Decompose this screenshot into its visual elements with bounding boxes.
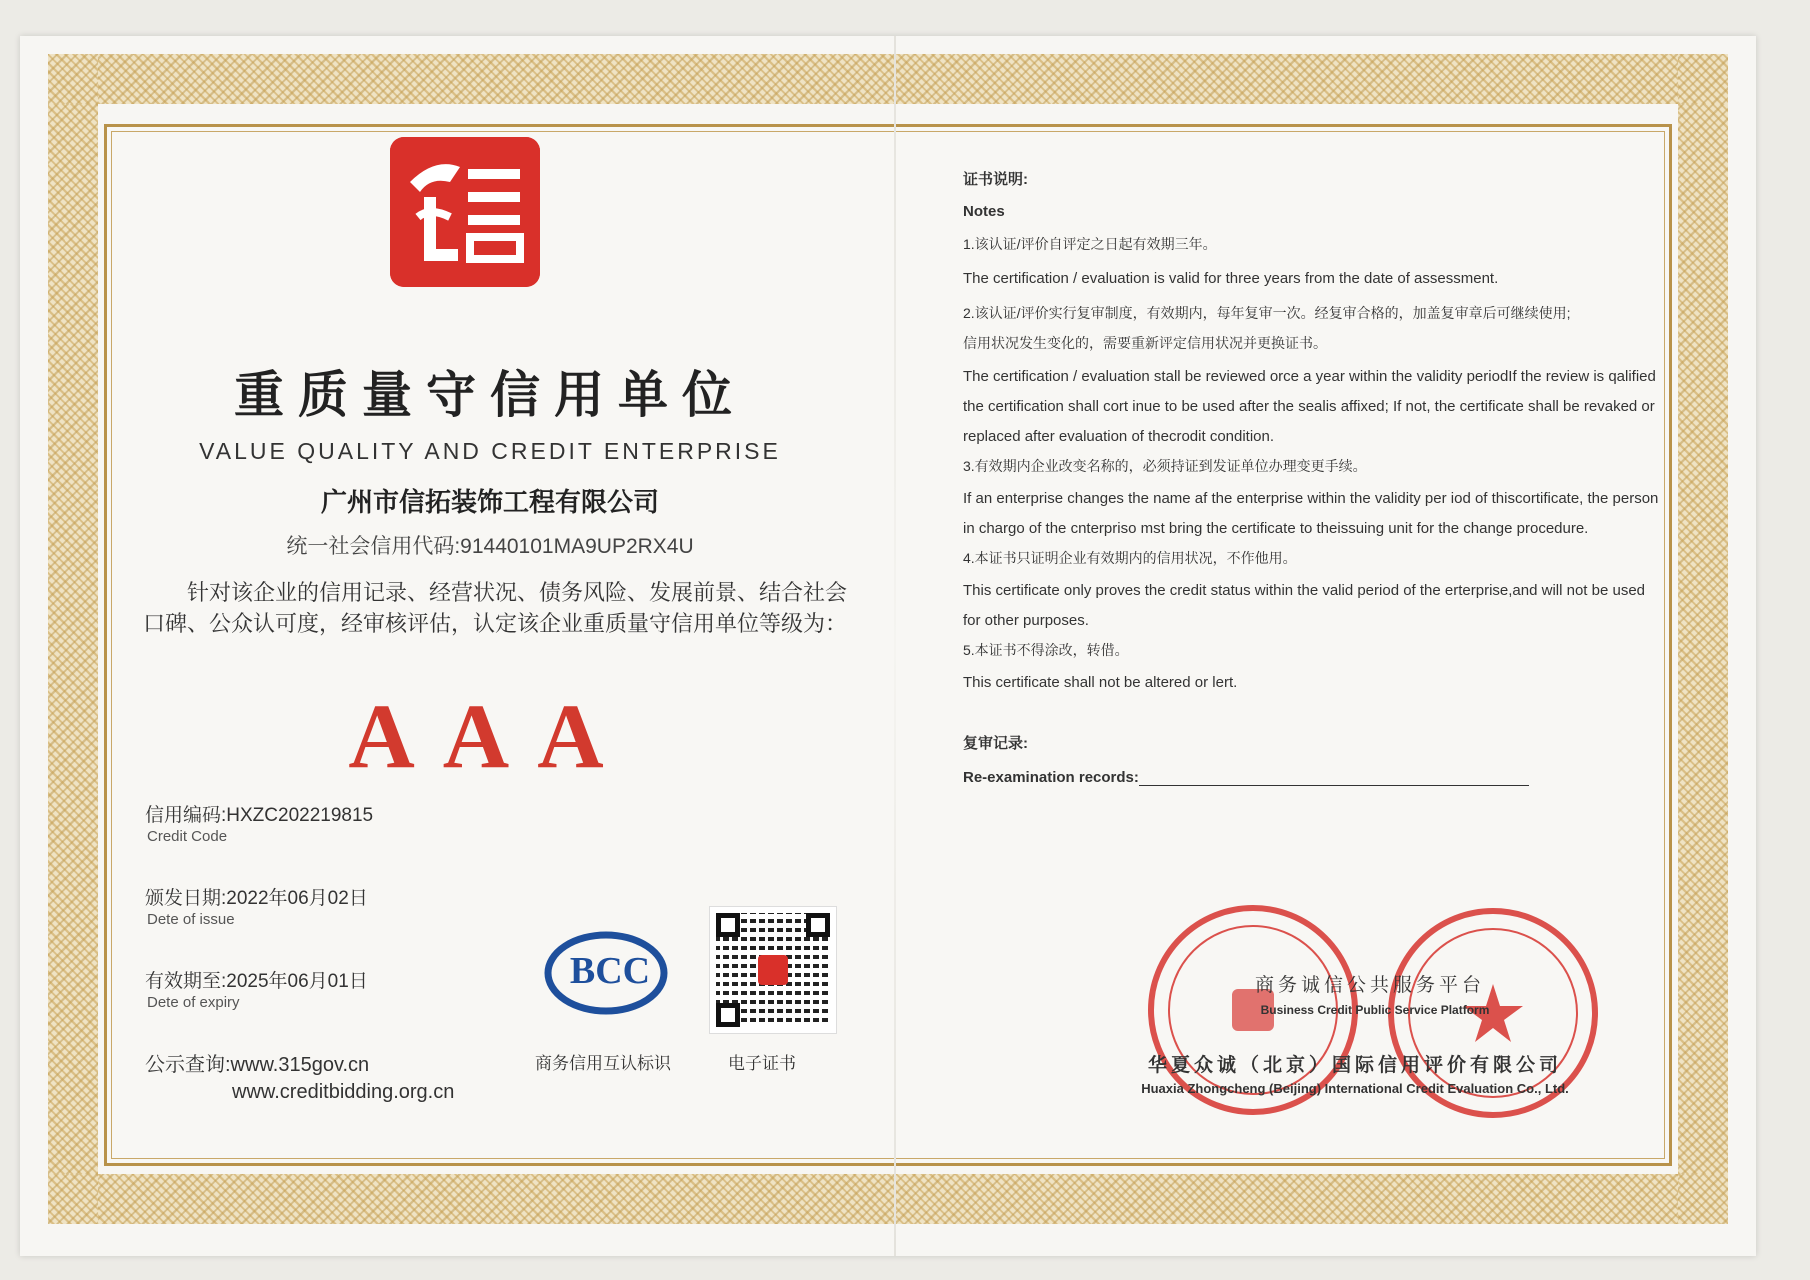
social-credit-code: 统一社会信用代码:91440101MA9UP2RX4U (286, 535, 694, 558)
note-3-cn: 3.有效期内企业改变名称的，必须持证到发证单位办理变更手续。 (963, 458, 1367, 474)
credit-grade: AAA (348, 685, 632, 787)
assessment-statement: 针对该企业的信用记录、经营状况、债务风险、发展前景、结合社会口碑、公众认可度，经审核评估，认定该企业重质量守信用单位等级为： (143, 580, 848, 636)
note-1-en: The certification / evaluation is valid for three years from the date of assessment. (963, 270, 1499, 287)
note-2-en: The certification / evaluation stall be reviewed orce a year within the validity periodIf the review is qalified the certification shall cort inue to be used after the sealis affixed; If not, the certificate shall be revaked or replaced after evaluation of thecrodit condition. (963, 368, 1656, 445)
platform-name-en: Business Credit Public Service Platform (1260, 1003, 1490, 1017)
platform-name-cn: 商务诚信公共服务平台 (1254, 975, 1485, 996)
company-name: 广州市信拓装饰工程有限公司 (320, 487, 659, 517)
bcc-text: BCC (569, 950, 651, 992)
note-2-cn-b: 信用状况发生变化的，需要重新评定信用状况并更换证书。 (963, 335, 1327, 351)
credit-code-label: 信用编码:HXZC202219815 (145, 805, 374, 826)
note-4-en: This certificate only proves the credit status within the valid period of the erterprise,and will not be used for other purposes. (963, 582, 1646, 629)
note-5-cn: 5.本证书不得涂改，转借。 (963, 642, 1129, 658)
credit-logo-icon (390, 137, 540, 287)
records-heading-cn: 复审记录: (963, 735, 1028, 752)
issuer-name-cn: 华夏众诚（北京）国际信用评价有限公司 (1147, 1055, 1562, 1076)
certificate-title-en: VALUE QUALITY AND CREDIT ENTERPRISE (199, 438, 781, 464)
bcc-caption: 商务信用互认标识 (535, 1054, 671, 1073)
note-4-cn: 4.本证书只证明企业有效期内的信用状况，不作他用。 (963, 550, 1297, 566)
query-site-2: www.creditbidding.org.cn (232, 1081, 455, 1103)
qr-code[interactable] (710, 907, 836, 1033)
note-3-en: If an enterprise changes the name af the enterprise within the validity per iod of thiscortificate, the person in chargo of the cnterpriso mst bring the certificate to theissuing unit for the change procedure. (963, 490, 1659, 537)
notes-heading-cn: 证书说明: (963, 171, 1028, 188)
note-2-cn-a: 2.该认证/评价实行复审制度，有效期内，每年复审一次。经复审合格的，加盖复审章后可继续使用; (963, 305, 1571, 321)
qr-caption: 电子证书 (728, 1054, 796, 1073)
issue-date: 颁发日期:2022年06月02日 (145, 888, 368, 909)
center-fold (894, 36, 896, 1256)
note-1-cn: 1.该认证/评价自评定之日起有效期三年。 (963, 236, 1217, 252)
bcc-logo-icon (544, 925, 679, 1015)
notes-heading-en: Notes (963, 203, 1005, 220)
expiry-date: 有效期至:2025年06月01日 (145, 971, 368, 992)
query-site-1: 公示查询:www.315gov.cn (145, 1054, 370, 1076)
records-field (963, 767, 1663, 786)
note-5-en: This certificate shall not be altered or lert. (963, 674, 1238, 691)
records-blank-line (1139, 767, 1529, 786)
records-heading-en: Re-examination records: (963, 769, 1139, 786)
issue-date-label-en: Dete of issue (147, 911, 235, 928)
credit-code-label-en: Credit Code (147, 828, 228, 845)
notes-section (963, 168, 1663, 786)
issuer-name-en: Huaxia Zhongcheng (Beijing) International Credit Evaluation Co., Ltd. (1141, 1081, 1569, 1096)
certificate-title-cn: 重质量守信用单位 (234, 365, 746, 424)
expiry-date-label-en: Dete of expiry (147, 994, 240, 1011)
